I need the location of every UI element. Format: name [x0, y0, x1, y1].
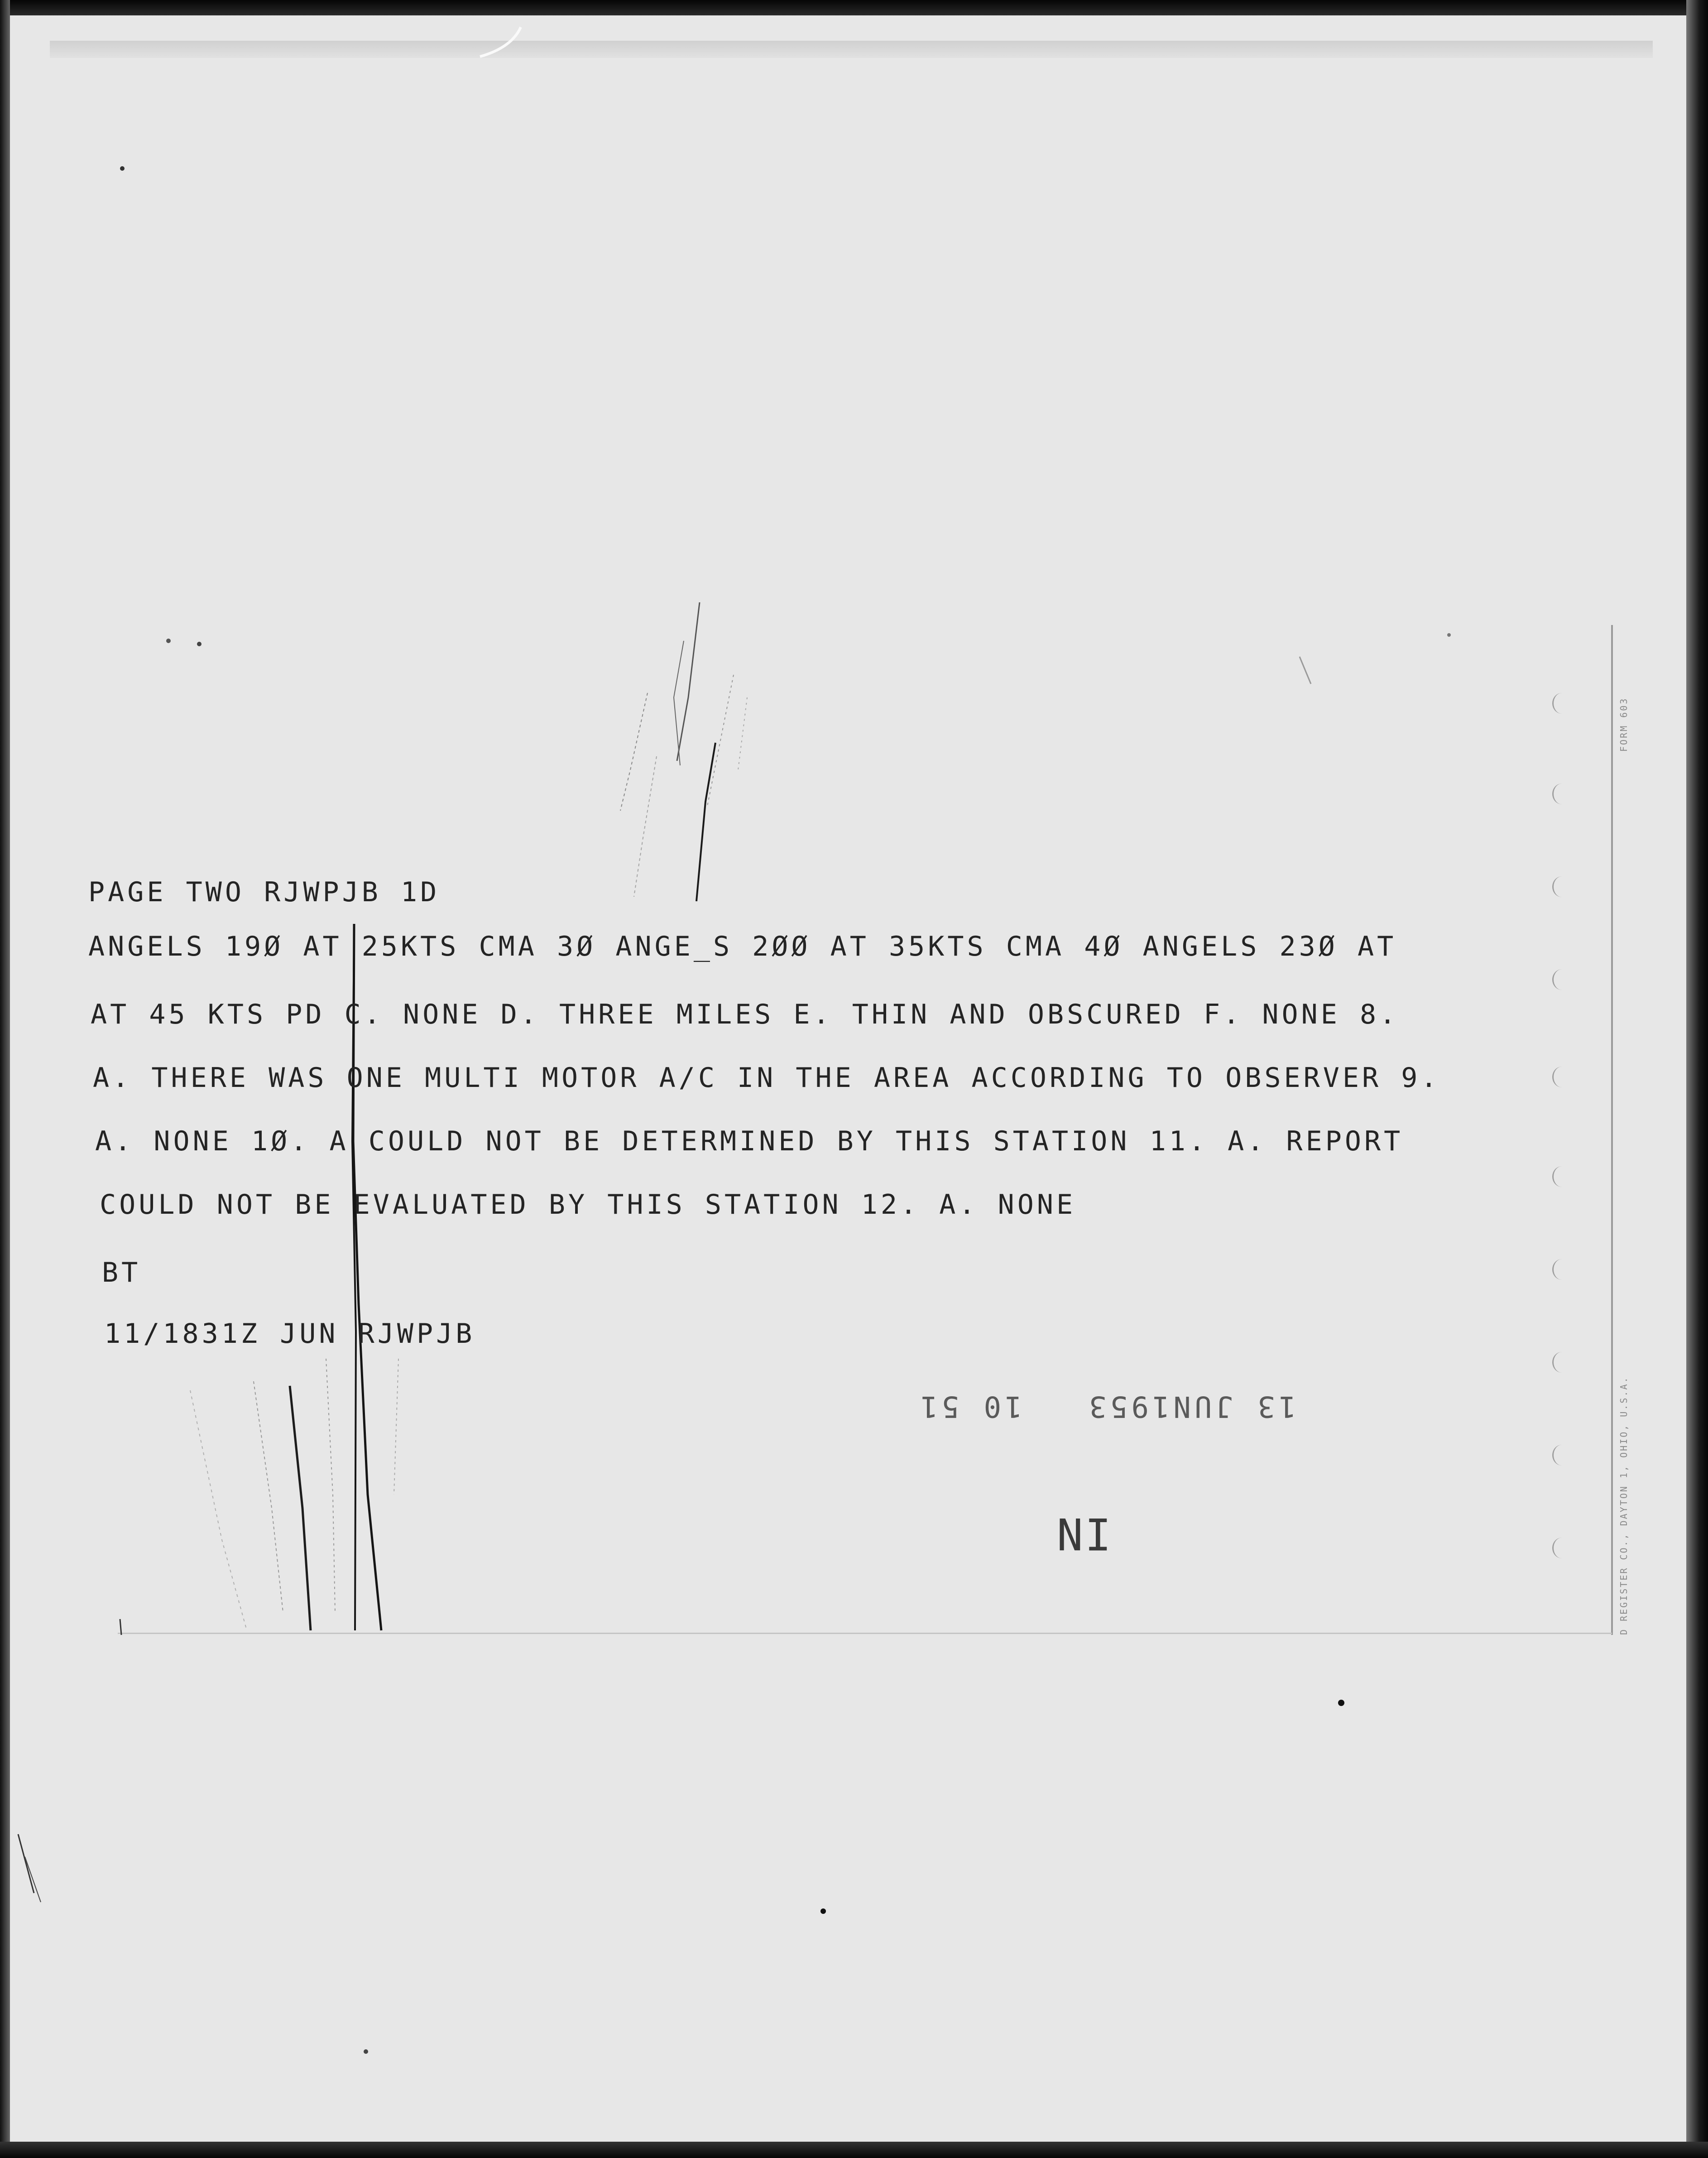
- message-break: BT: [102, 1257, 141, 1288]
- message-header: PAGE TWO RJWPJB 1D: [88, 876, 440, 908]
- received-in-stamp: IN: [1055, 1508, 1111, 1559]
- message-line: ANGELS 19Ø AT 25KTS CMA 3Ø ANGE_S 2ØØ AT 35KTS CMA 4Ø ANGELS 23Ø AT: [88, 931, 1397, 962]
- form-number-imprint: FORM 603: [1618, 697, 1629, 752]
- date-time-group: 11/1831Z JUN RJWPJB: [104, 1318, 475, 1350]
- message-line: A. NONE 1Ø. A COULD NOT BE DETERMINED BY THIS STATION 11. A. REPORT: [95, 1125, 1404, 1157]
- message-line: COULD NOT BE EVALUATED BY THIS STATION 12. A. NONE: [100, 1189, 1076, 1221]
- received-date-stamp: 13 JUN1953 10 51: [917, 1389, 1296, 1423]
- printer-imprint: D REGISTER CO., DAYTON 1, OHIO, U.S.A.: [1618, 1376, 1629, 1635]
- message-line: A. THERE WAS ONE MULTI MOTOR A/C IN THE AREA ACCORDING TO OBSERVER 9.: [93, 1062, 1440, 1094]
- message-line: AT 45 KTS PD C. NONE D. THREE MILES E. THIN AND OBSCURED F. NONE 8.: [91, 999, 1399, 1030]
